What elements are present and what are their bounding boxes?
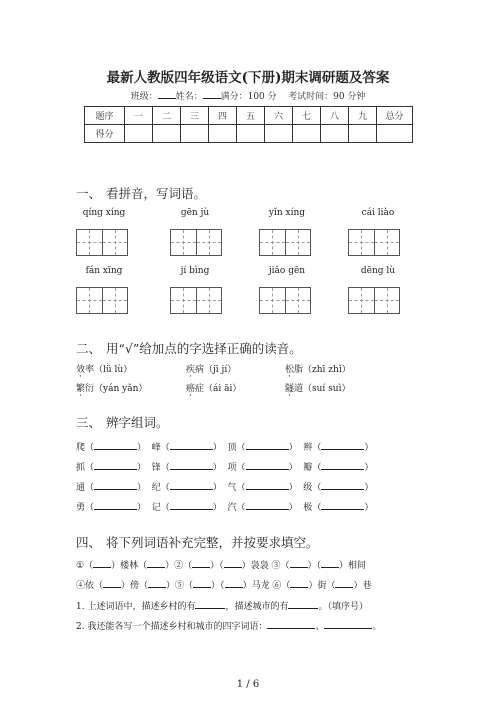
answer-blank[interactable] bbox=[335, 578, 353, 588]
idiom-text: ）楼林（ bbox=[111, 561, 148, 571]
answer-blank[interactable] bbox=[324, 619, 372, 629]
score-cell[interactable] bbox=[265, 125, 293, 143]
char: 勇 bbox=[76, 503, 86, 513]
question-text: 、 bbox=[315, 622, 325, 632]
score-cell[interactable] bbox=[153, 125, 181, 143]
answer-blank[interactable] bbox=[192, 558, 210, 568]
reading-item bbox=[186, 362, 236, 375]
idiom-text: ）⑤（ bbox=[166, 581, 194, 591]
writing-grid[interactable] bbox=[259, 229, 311, 256]
score-header-cell: 三 bbox=[181, 107, 209, 125]
reading-word: 效率 bbox=[76, 365, 95, 375]
reading-options[interactable]: （lǜ lù） bbox=[94, 365, 133, 375]
name-label: 姓名： bbox=[175, 92, 203, 102]
pinyin-label: cái liào bbox=[361, 208, 395, 218]
answer-blank[interactable] bbox=[267, 619, 315, 629]
answer-blank[interactable] bbox=[148, 578, 166, 588]
answer-blank[interactable] bbox=[193, 578, 211, 588]
char: 瓣 bbox=[303, 463, 313, 473]
answer-blank[interactable] bbox=[321, 480, 364, 490]
idiom-text: ）袅袅 ③（ bbox=[241, 561, 290, 571]
score-cell[interactable] bbox=[181, 125, 209, 143]
answer-blank[interactable] bbox=[195, 599, 225, 609]
score-header-cell: 四 bbox=[209, 107, 237, 125]
score-cell[interactable] bbox=[209, 125, 237, 143]
writing-grid[interactable] bbox=[170, 229, 222, 256]
char: 爬 bbox=[76, 443, 86, 453]
idiom-text: ）（ bbox=[307, 561, 322, 571]
char: 极 bbox=[303, 503, 313, 513]
reading-item bbox=[76, 362, 132, 375]
writing-grid[interactable] bbox=[76, 287, 128, 314]
score-table-row bbox=[85, 125, 413, 143]
section4-heading bbox=[76, 533, 319, 551]
answer-blank[interactable] bbox=[147, 558, 165, 568]
reading-options[interactable]: （jī jí） bbox=[204, 365, 237, 375]
pinyin-label: gēn jù bbox=[180, 208, 210, 218]
answer-blank[interactable] bbox=[225, 578, 243, 588]
question-text: 1. 上述词语中，描述乡村的有 bbox=[76, 602, 196, 612]
reading-item bbox=[285, 362, 351, 375]
pinyin-label: yǐn xíng bbox=[268, 208, 306, 218]
score-cell[interactable] bbox=[349, 125, 377, 143]
reading-item bbox=[186, 381, 241, 394]
char: 汽 bbox=[227, 503, 237, 513]
score-header-cell: 一 bbox=[125, 107, 153, 125]
answer-blank[interactable] bbox=[94, 440, 137, 450]
section4-title: 将下列词语补充完整，并按要求填空。 bbox=[106, 535, 319, 550]
score-cell[interactable] bbox=[321, 125, 349, 143]
char: 锋 bbox=[151, 463, 161, 473]
score-cell[interactable] bbox=[125, 125, 153, 143]
answer-blank[interactable] bbox=[246, 480, 289, 490]
answer-blank[interactable] bbox=[321, 500, 364, 510]
score-header-cell: 总分 bbox=[377, 107, 413, 125]
char: 通 bbox=[76, 483, 86, 493]
reading-options[interactable]: （suí suì） bbox=[303, 384, 351, 394]
answer-blank[interactable] bbox=[224, 558, 242, 568]
answer-blank[interactable] bbox=[94, 460, 137, 470]
pinyin-label: qíng xíng bbox=[82, 208, 126, 218]
answer-blank[interactable] bbox=[290, 558, 308, 568]
idiom-line bbox=[76, 558, 366, 571]
idiom-text: ）傍（ bbox=[121, 581, 149, 591]
section2-number: 二、 bbox=[76, 341, 102, 356]
score-table bbox=[84, 106, 413, 143]
answer-blank[interactable] bbox=[94, 480, 137, 490]
idiom-text: ）马龙 ⑥（ bbox=[242, 581, 291, 591]
pinyin-label: jí bìng bbox=[180, 266, 210, 276]
writing-grid[interactable] bbox=[259, 287, 311, 314]
idiom-text: ）②（ bbox=[165, 561, 193, 571]
question-text: ，描述城市的有 bbox=[225, 602, 289, 612]
word-group-row: 勇（ ） 记（ ） 汽（ ） 极（ ） bbox=[76, 500, 373, 513]
reading-item bbox=[76, 381, 147, 394]
char: 级 bbox=[303, 483, 313, 493]
answer-blank[interactable] bbox=[246, 500, 289, 510]
writing-grid[interactable] bbox=[76, 229, 128, 256]
reading-word: 隧道 bbox=[285, 384, 304, 394]
score-header-cell: 七 bbox=[293, 107, 321, 125]
section3-title: 辨字组词。 bbox=[106, 415, 169, 430]
question-text: 。（填序号） bbox=[318, 602, 368, 612]
score-header-cell: 题序 bbox=[85, 107, 125, 125]
idiom-text: ）街（ bbox=[308, 581, 336, 591]
exam-meta bbox=[0, 89, 496, 102]
char: 抓 bbox=[76, 463, 86, 473]
pinyin-label: jiǎo gēn bbox=[268, 266, 306, 276]
score-table-header bbox=[85, 107, 413, 125]
question-text: 2. 我还能各写一个描述乡村和城市的四字词语： bbox=[76, 622, 268, 632]
section2-heading bbox=[76, 339, 302, 357]
section3-number: 三、 bbox=[76, 415, 102, 430]
answer-blank[interactable] bbox=[94, 500, 137, 510]
class-label: 班级： bbox=[130, 92, 158, 102]
idiom-text: ①（ bbox=[76, 561, 94, 571]
reading-options[interactable]: （zhī zhǐ） bbox=[303, 365, 351, 375]
idiom-line bbox=[76, 578, 371, 591]
answer-blank[interactable] bbox=[290, 578, 308, 588]
pinyin-label: fán xīng bbox=[85, 266, 123, 276]
word-group-row: 爬（ ） 峰（ ） 顶（ ） 辫（ ） bbox=[76, 440, 373, 453]
idiom-text: ④依（ bbox=[76, 581, 104, 591]
char: 辫 bbox=[303, 443, 313, 453]
char: 项 bbox=[227, 463, 237, 473]
section3-heading bbox=[76, 413, 169, 431]
idiom-text: ）（ bbox=[211, 581, 225, 591]
score-cell[interactable] bbox=[237, 125, 265, 143]
answer-blank[interactable] bbox=[170, 460, 213, 470]
char: 纪 bbox=[151, 483, 161, 493]
writing-grid[interactable] bbox=[170, 287, 222, 314]
reading-options[interactable]: （ái āi） bbox=[204, 384, 242, 394]
word-group-row: 抓（ ） 锋（ ） 项（ ） 瓣（ ） bbox=[76, 460, 373, 473]
question-2 bbox=[76, 619, 381, 632]
score-header-cell: 九 bbox=[349, 107, 377, 125]
answer-blank[interactable] bbox=[288, 599, 318, 609]
score-row-label: 得分 bbox=[85, 125, 125, 143]
page-title: 最新人教版四年级语文(下册)期末调研题及答案 bbox=[106, 70, 390, 86]
full-score: 满分：100 分 bbox=[220, 92, 277, 102]
section4-number: 四、 bbox=[76, 535, 102, 550]
score-header-cell: 五 bbox=[237, 107, 265, 125]
idiom-text: ）相间 bbox=[339, 561, 367, 571]
pinyin-label: dēng lù bbox=[360, 266, 396, 276]
answer-blank[interactable] bbox=[93, 558, 111, 568]
char: 记 bbox=[151, 503, 161, 513]
char: 峰 bbox=[151, 443, 161, 453]
section1-number: 一、 bbox=[76, 186, 102, 201]
answer-blank[interactable] bbox=[321, 440, 364, 450]
score-cell[interactable] bbox=[293, 125, 321, 143]
score-header-cell: 八 bbox=[321, 107, 349, 125]
score-header-cell: 六 bbox=[265, 107, 293, 125]
exam-time: 考试时间：90 分钟 bbox=[288, 92, 366, 102]
answer-blank[interactable] bbox=[103, 578, 121, 588]
answer-blank[interactable] bbox=[170, 500, 213, 510]
score-cell[interactable] bbox=[377, 125, 413, 143]
answer-blank[interactable] bbox=[321, 460, 364, 470]
answer-blank[interactable] bbox=[170, 440, 213, 450]
section2-title: 用“√”给加点的字选择正确的读音。 bbox=[106, 341, 302, 356]
reading-word: 癌症 bbox=[186, 384, 205, 394]
score-header-cell: 二 bbox=[153, 107, 181, 125]
name-blank bbox=[203, 89, 221, 99]
reading-word: 疾病 bbox=[186, 365, 205, 375]
char: 气 bbox=[227, 483, 237, 493]
reading-word: 松脂 bbox=[285, 365, 304, 375]
answer-blank[interactable] bbox=[246, 460, 289, 470]
word-group-row: 通（ ） 纪（ ） 气（ ） 级（ ） bbox=[76, 480, 373, 493]
question-1 bbox=[76, 599, 368, 612]
answer-blank[interactable] bbox=[246, 440, 289, 450]
question-text: 。 bbox=[372, 622, 382, 632]
section1-title: 看拼音，写词语。 bbox=[106, 186, 207, 201]
idiom-text: ）巷 bbox=[353, 581, 372, 591]
reading-options[interactable]: （yán yǎn） bbox=[94, 384, 148, 394]
section1-heading bbox=[76, 184, 206, 202]
char: 顶 bbox=[227, 443, 237, 453]
reading-item bbox=[285, 381, 350, 394]
page-number: 1 / 6 bbox=[236, 679, 260, 690]
answer-blank[interactable] bbox=[170, 480, 213, 490]
writing-grid[interactable] bbox=[348, 229, 400, 256]
answer-blank[interactable] bbox=[321, 558, 339, 568]
reading-word: 繁衍 bbox=[76, 384, 95, 394]
writing-grid[interactable] bbox=[348, 287, 400, 314]
idiom-text: ）（ bbox=[210, 561, 224, 571]
class-blank bbox=[158, 89, 176, 99]
